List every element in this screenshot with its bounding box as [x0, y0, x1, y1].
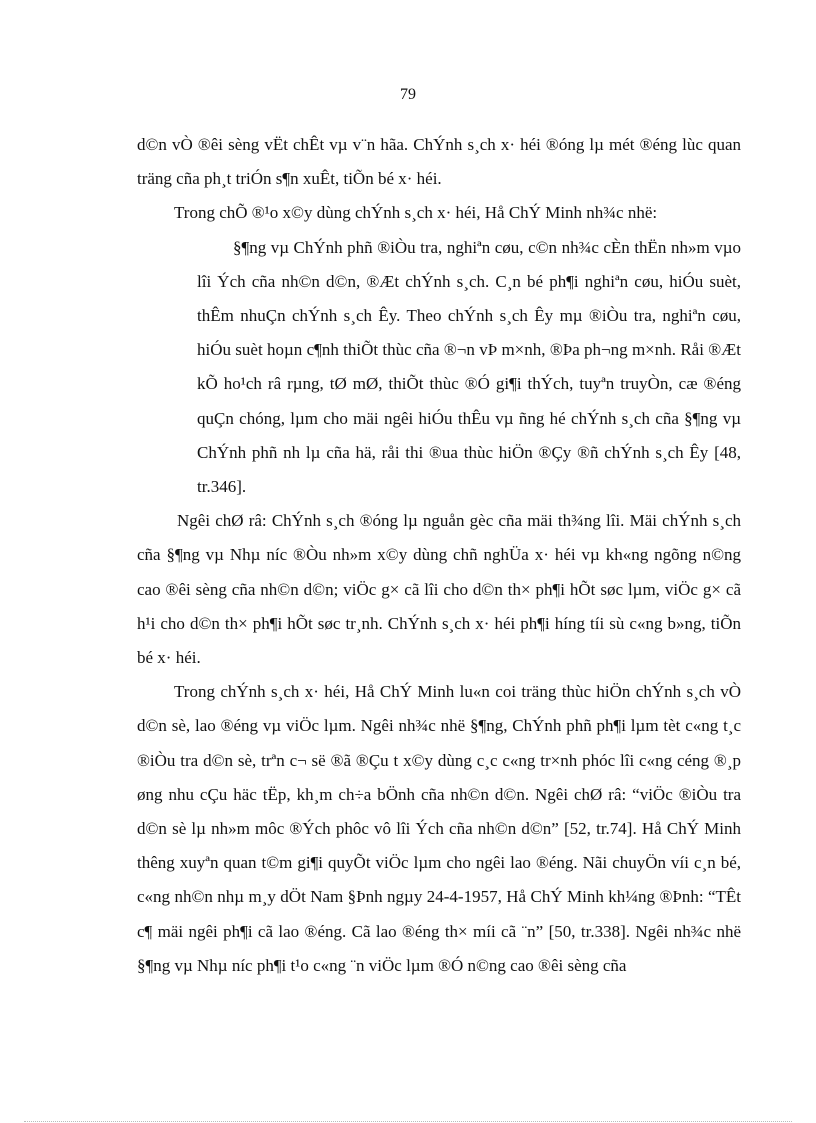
page-bottom-rule — [24, 1121, 792, 1122]
paragraph-intro-quote: Trong chÕ ®¹o x©y dùng chÝnh s¸ch x· héi, Hå ChÝ Minh nh¾c nhë: — [174, 203, 658, 223]
block-quote: §¶ng vµ ChÝnh phñ ®iÒu tra, nghiªn cøu, c©n nh¾c cÈn thËn nh»m vµo lîi Ých cña nh©n d©n, ®Æt chÝnh s¸ch. C¸n bé ph¶i nghiªn cøu, hiÓu suèt, thÊm nhuÇn chÝnh s¸ch Êy. Theo chÝnh s¸ch Êy mµ ®iÒu tra, nghiªn cøu, hiÓu suèt hoµn c¶nh thiÕt thùc cña ®¬n vÞ m×nh, ®Þa ph¬ng m×nh. Råi ®Æt kÕ ho¹ch râ rµng, tØ mØ, thiÕt thùc ®Ó gi¶i thÝch, tuyªn truyÒn, cæ ®éng quÇn chóng, lµm cho mäi ngêi hiÓu thÊu vµ ñng hé chÝnh s¸ch cña §¶ng vµ ChÝnh phñ nh lµ cña hä, råi thi ®ua thùc hiÖn ®Çy ®ñ chÝnh s¸ch Êy [48, tr.346]. — [197, 237, 741, 497]
page-number: 79 — [400, 86, 416, 103]
paragraph-population-labor: Trong chÝnh s¸ch x· héi, Hå ChÝ Minh lu«n coi träng thùc hiÖn chÝnh s¸ch vÒ d©n sè, lao ®éng vµ viÖc lµm. Ngêi nh¾c nhë §¶ng, ChÝnh phñ ph¶i lµm tèt c«ng t¸c ®iÒu tra d©n sè, trªn c¬ së ®ã ®Çu t x©y dùng c¸c c«ng tr×nh phóc lîi c«ng céng ®¸p øng nhu cÇu häc tËp, kh¸m ch÷a bÖnh cña nh©n d©n. Ngêi chØ râ: “viÖc ®iÒu tra d©n sè lµ nh»m môc ®Ých phôc vô lîi Ých cña nh©n d©n” [52, tr.74]. Hå ChÝ Minh thêng xuyªn quan t©m gi¶i quyÕt viÖc lµm cho ngêi lao ®éng. Nãi chuyÖn víi c¸n bé, c«ng nh©n nhµ m¸y dÖt Nam §Þnh ngµy 24-4-1957, Hå ChÝ Minh kh¼ng ®Þnh: “TÊt c¶ mäi ngêi ph¶i cã lao ®éng. Cã lao ®éng th× míi cã ¨n” [50, tr.338]. Ngêi nh¾c nhë §¶ng vµ Nhµ níc ph¶i t¹o c«ng ¨n viÖc lµm ®Ó n©ng cao ®êi sèng cña — [137, 682, 741, 975]
paragraph-policy: Ngêi chØ râ: ChÝnh s¸ch ®óng lµ nguån gèc cña mäi th¾ng lîi. Mäi chÝnh s¸ch cña §¶ng vµ Nhµ níc ®Òu nh»m x©y dùng chñ nghÜa x· héi vµ kh«ng ngõng n©ng cao ®êi sèng cña nh©n d©n; viÖc g× cã lîi cho d©n th× ph¶i hÕt søc lµm, viÖc g× cã h¹i cho d©n th× ph¶i hÕt søc tr¸nh. ChÝnh s¸ch x· héi ph¶i híng tíi sù c«ng b»ng, tiÕn bé x· héi. — [137, 511, 741, 668]
paragraph-continued: d©n vÒ ®êi sèng vËt chÊt vµ v¨n hãa. ChÝnh s¸ch x· héi ®óng lµ mét ®éng lùc quan träng cña ph¸t triÓn s¶n xuÊt, tiÕn bé x· héi. — [137, 135, 741, 189]
body-text — [137, 128, 741, 983]
